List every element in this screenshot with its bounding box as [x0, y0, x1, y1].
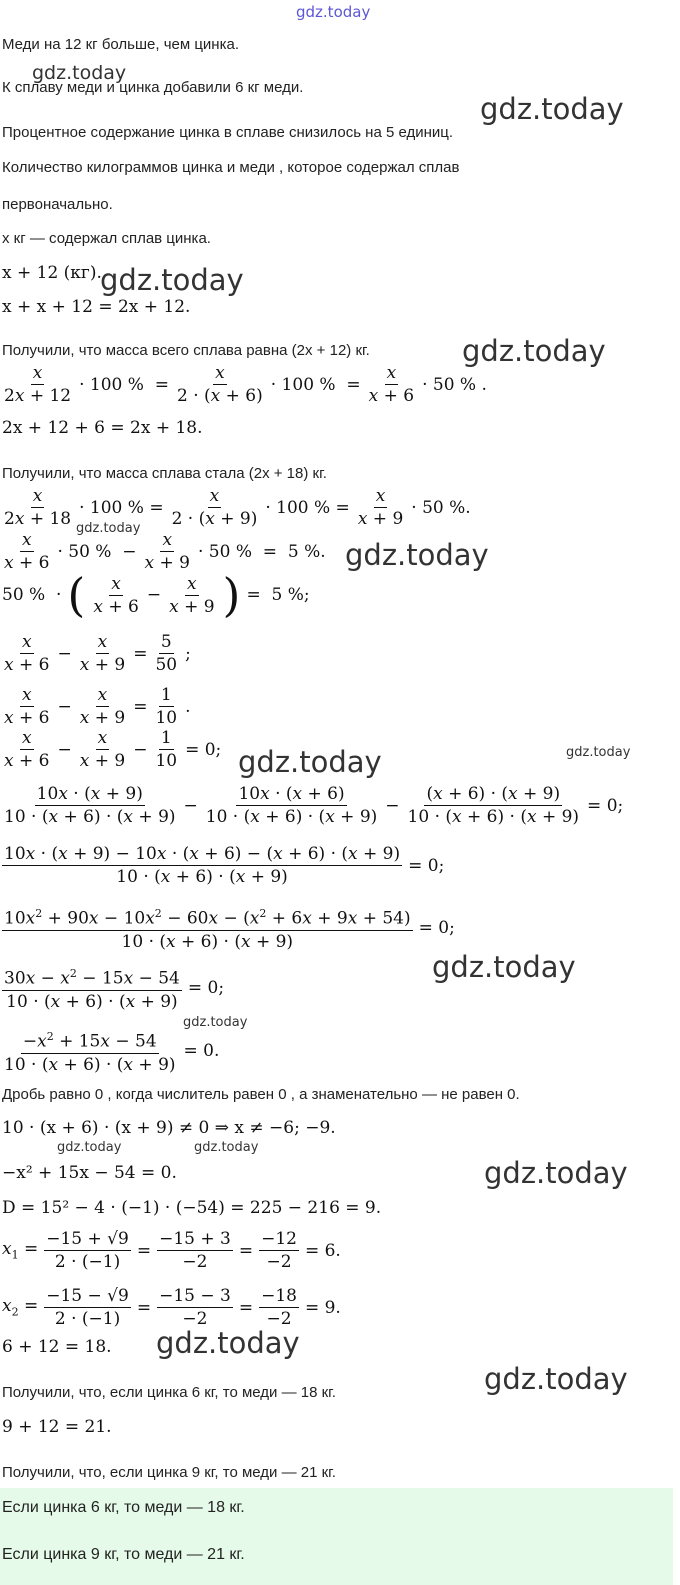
watermark: gdz.today [480, 92, 624, 126]
fraction-equation: $\frac{x}{2x + 12}$ · 100 % = $\frac{x}{2 \cdot (x + 6)}$ · 100 % = $\frac{x}{x + 6}$ · 50 % . [4, 363, 487, 406]
watermark-top: gdz.today [296, 3, 371, 21]
answer-line: Если цинка 6 кг, то меди — 18 кг. [2, 1499, 245, 1516]
fraction-equation: $\frac{10x^2 + 90x - 10x^2 - 60x - (x^2 + 6x + 9x + 54)}{10 \cdot (x + 6) \cdot (x + 9)}$ = 0; [2, 903, 455, 953]
watermark: gdz.today [432, 950, 576, 984]
watermark: gdz.today [57, 1140, 122, 1155]
watermark: gdz.today [484, 1362, 628, 1396]
watermark: gdz.today [484, 1156, 628, 1190]
text-line: Процентное содержание цинка в сплаве снизилось на 5 единиц. [2, 124, 454, 141]
watermark: gdz.today [100, 263, 244, 297]
fraction-equation: $\frac{-x^2 + 15x - 54}{10 \cdot (x + 6) \cdot (x + 9)}$ = 0. [2, 1026, 219, 1076]
math-line: −x² + 15x − 54 = 0. [2, 1163, 177, 1183]
text-line: первоначально. [2, 196, 113, 213]
math-line: 9 + 12 = 21. [2, 1417, 112, 1437]
answer-block [0, 1488, 673, 1585]
text-line: Получили, что масса сплава стала (2x + 18) кг. [2, 465, 327, 482]
root-x1: $x_1$ = $\frac{-15 + √9}{2 \cdot (-1)}$ = $\frac{-15 + 3}{-2}$ = $\frac{-12}{-2}$ = 6. [2, 1229, 341, 1272]
text-line: Меди на 12 кг больше, чем цинка. [2, 36, 239, 53]
fraction-equation: $\frac{x}{2x + 18}$ · 100 % = $\frac{x}{2 \cdot (x + 9)}$ · 100 % = $\frac{x}{x + 9}$ · 50 %. [4, 486, 471, 529]
text-line: К сплаву меди и цинка добавили 6 кг меди. [2, 79, 304, 96]
fraction-equation: $\frac{x}{x + 6}$ − $\frac{x}{x + 9}$ = $\frac{1}{10}$ . [4, 685, 191, 728]
math-line: x + 12 (кг). [2, 263, 102, 283]
fraction-equation: $\frac{10x \cdot (x + 9) - 10x \cdot (x + 6) - (x + 6) \cdot (x + 9)}{10 \cdot (x + 6) \cdot (x + 9)}$ = 0; [4, 844, 445, 887]
watermark: gdz.today [156, 1326, 300, 1360]
text-line: Получили, что, если цинка 6 кг, то меди — 18 кг. [2, 1384, 336, 1401]
fraction-equation: $\frac{10x \cdot (x + 9)}{10 \cdot (x + 6) \cdot (x + 9)}$ − $\frac{10x \cdot (x + 6)}{10 \cdot (x + 6) \cdot (x + 9)}$ − $\frac{(x + 6) \cdot (x + 9)}{10 \cdot (x + 6) \cdot (x + 9)}$ = 0; [4, 784, 624, 827]
watermark: gdz.today [194, 1140, 259, 1155]
watermark: gdz.today [566, 745, 631, 760]
watermark: gdz.today [32, 62, 127, 84]
math-line: 10 · (x + 6) · (x + 9) ≠ 0 ⇒ x ≠ −6; −9. [2, 1118, 336, 1138]
text-line: Получили, что, если цинка 9 кг, то меди — 21 кг. [2, 1464, 336, 1481]
text-line: Дробь равно 0 , когда числитель равен 0 , а знаменательно — не равен 0. [2, 1086, 520, 1103]
watermark: gdz.today [238, 745, 382, 779]
math-line: 6 + 12 = 18. [2, 1337, 112, 1357]
answer-line: Если цинка 9 кг, то меди — 21 кг. [2, 1546, 245, 1563]
text-line: x кг — содержал сплав цинка. [2, 230, 211, 247]
fraction-equation: $\frac{30x - x^2 - 15x - 54}{10 \cdot (x + 6) \cdot (x + 9)}$ = 0; [2, 963, 224, 1013]
root-x2: $x_2$ = $\frac{-15 - √9}{2 \cdot (-1)}$ = $\frac{-15 - 3}{-2}$ = $\frac{-18}{-2}$ = 9. [2, 1286, 341, 1329]
fraction-equation: $\frac{x}{x + 6}$ − $\frac{x}{x + 9}$ − $\frac{1}{10}$ = 0; [4, 728, 222, 771]
text-line: Количество килограммов цинка и меди , которое содержал сплав [2, 159, 460, 176]
watermark: gdz.today [183, 1015, 248, 1030]
watermark: gdz.today [76, 521, 141, 536]
watermark: gdz.today [462, 334, 606, 368]
watermark: gdz.today [345, 538, 489, 572]
math-line: 2x + 12 + 6 = 2x + 18. [2, 418, 203, 438]
math-line: x + x + 12 = 2x + 12. [2, 297, 191, 317]
fraction-equation: $\frac{x}{x + 6}$ − $\frac{x}{x + 9}$ = $\frac{5}{50}$ ; [4, 632, 191, 675]
math-line: D = 15² − 4 · (−1) · (−54) = 225 − 216 = 9. [2, 1198, 382, 1218]
text-line: Получили, что масса всего сплава равна (2x + 12) кг. [2, 342, 370, 359]
fraction-equation: $\frac{x}{x + 6}$ · 50 % − $\frac{x}{x + 9}$ · 50 % = 5 %. [4, 530, 326, 573]
fraction-equation: 50 % · ( $\frac{x}{x + 6}$ − $\frac{x}{x + 9}$ ) = 5 %; [2, 568, 310, 622]
